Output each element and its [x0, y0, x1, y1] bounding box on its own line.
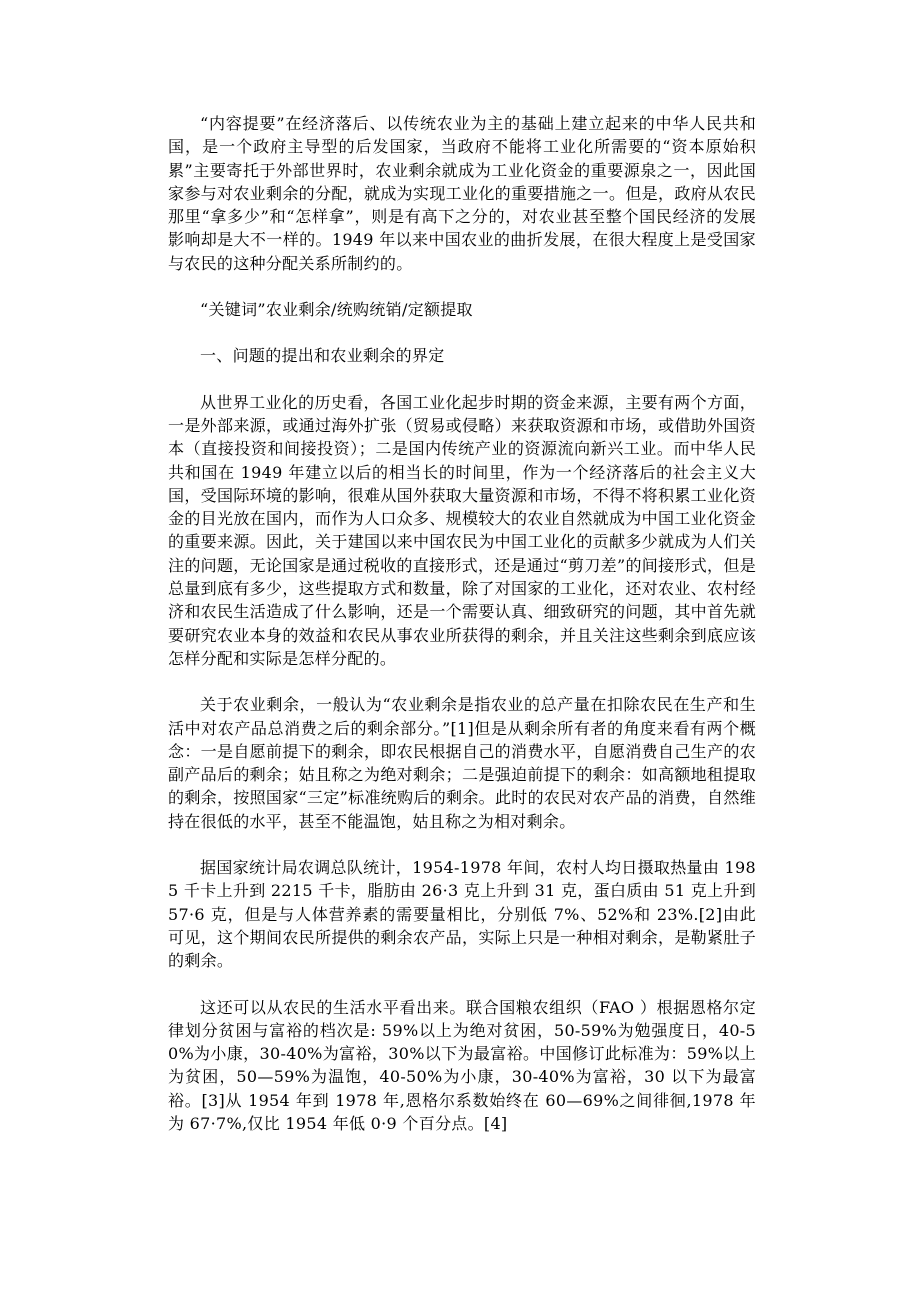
- document-page: [168, 112, 756, 1135]
- abstract-paragraph: “内容提要”在经济落后、以传统农业为主的基础上建立起来的中华人民共和国，是一个政府主导型的后发国家，当政府不能将工业化所需要的“资本原始积累”主要寄托于外部世界时，农业剩余就成为工业化资金的重要源泉之一，因此国家参与对农业剩余的分配，就成为实现工业化的重要措施之一。但是，政府从农民那里“拿多少”和“怎样拿”，则是有高下之分的，对农业甚至整个国民经济的发展影响却是大不一样的。1949 年以来中国农业的曲折发展，在很大程度上是受国家与农民的这种分配关系所制约的。: [168, 114, 756, 273]
- keywords-paragraph: “关键词”农业剩余/统购统销/定额提取: [200, 300, 473, 320]
- section-heading: 一、问题的提出和农业剩余的界定: [200, 346, 445, 366]
- body-paragraph-2: 关于农业剩余，一般认为“农业剩余是指农业的总产量在扣除农民在生产和生活中对农产品总消费之后的剩余部分。”[1]但是从剩余所有者的角度来看有两个概念：一是自愿前提下的剩余，即农民根据自己的消费水平，自愿消费自己生产的农副产品后的剩余；姑且称之为绝对剩余；二是强迫前提下的剩余：如高额地租提取的剩余，按照国家“三定”标准统购后的剩余。此时的农民对农产品的消费，自然维持在很低的水平，甚至不能温饱，姑且称之为相对剩余。: [168, 695, 756, 831]
- body-paragraph-1: 从世界工业化的历史看，各国工业化起步时期的资金来源，主要有两个方面，一是外部来源，或通过海外扩张（贸易或侵略）来获取资源和市场，或借助外国资本（直接投资和间接投资）；二是国内传统产业的资源流向新兴工业。而中华人民共和国在 1949 年建立以后的相当长的时间里，作为一个经济落后的社会主义大国，受国际环境的影响，很难从国外获取大量资源和市场，不得不将积累工业化资金的目光放在国内，而作为人口众多、规模较大的农业自然就成为中国工业化资金的重要来源。因此，关于建国以来中国农民为中国工业化的贡献多少就成为人们关注的问题，无论国家是通过税收的直接形式，还是通过“剪刀差”的间接形式，但是总量到底有多少，这些提取方式和数量，除了对国家的工业化，还对农业、农村经济和农民生活造成了什么影响，还是一个需要认真、细致研究的问题，其中首先就要研究农业本身的效益和农民从事农业所获得的剩余，并且关注这些剩余到底应该怎样分配和实际是怎样分配的。: [168, 392, 756, 668]
- body-paragraph-4: 这还可以从农民的生活水平看出来。联合国粮农组织（FAO ）根据恩格尔定律划分贫困与富裕的档次是: 59%以上为绝对贫困，50-59%为勉强度日，40-50%为小康，30-40%为富裕，30%以下为最富裕。中国修订此标准为：59%以上为贫困，50—59%为温饱，40-50%为小康，30-40%为富裕，30 以下为最富裕。[3]从 1954 年到 1978 年,恩格尔系数始终在 60—69%之间徘徊,1978 年为 67·7%,仅比 1954 年低 0·9 个百分点。[4]: [168, 997, 756, 1133]
- body-paragraph-3: 据国家统计局农调总队统计，1954-1978 年间，农村人均日摄取热量由 1985 千卡上升到 2215 千卡，脂肪由 26·3 克上升到 31 克，蛋白质由 51 克上升到 57·6 克，但是与人体营养素的需要量相比，分别低 7%、52%和 23%.[2]由此可见，这个期间农民所提供的剩余农产品，实际上只是一种相对剩余，是勒紧肚子的剩余。: [168, 858, 756, 971]
